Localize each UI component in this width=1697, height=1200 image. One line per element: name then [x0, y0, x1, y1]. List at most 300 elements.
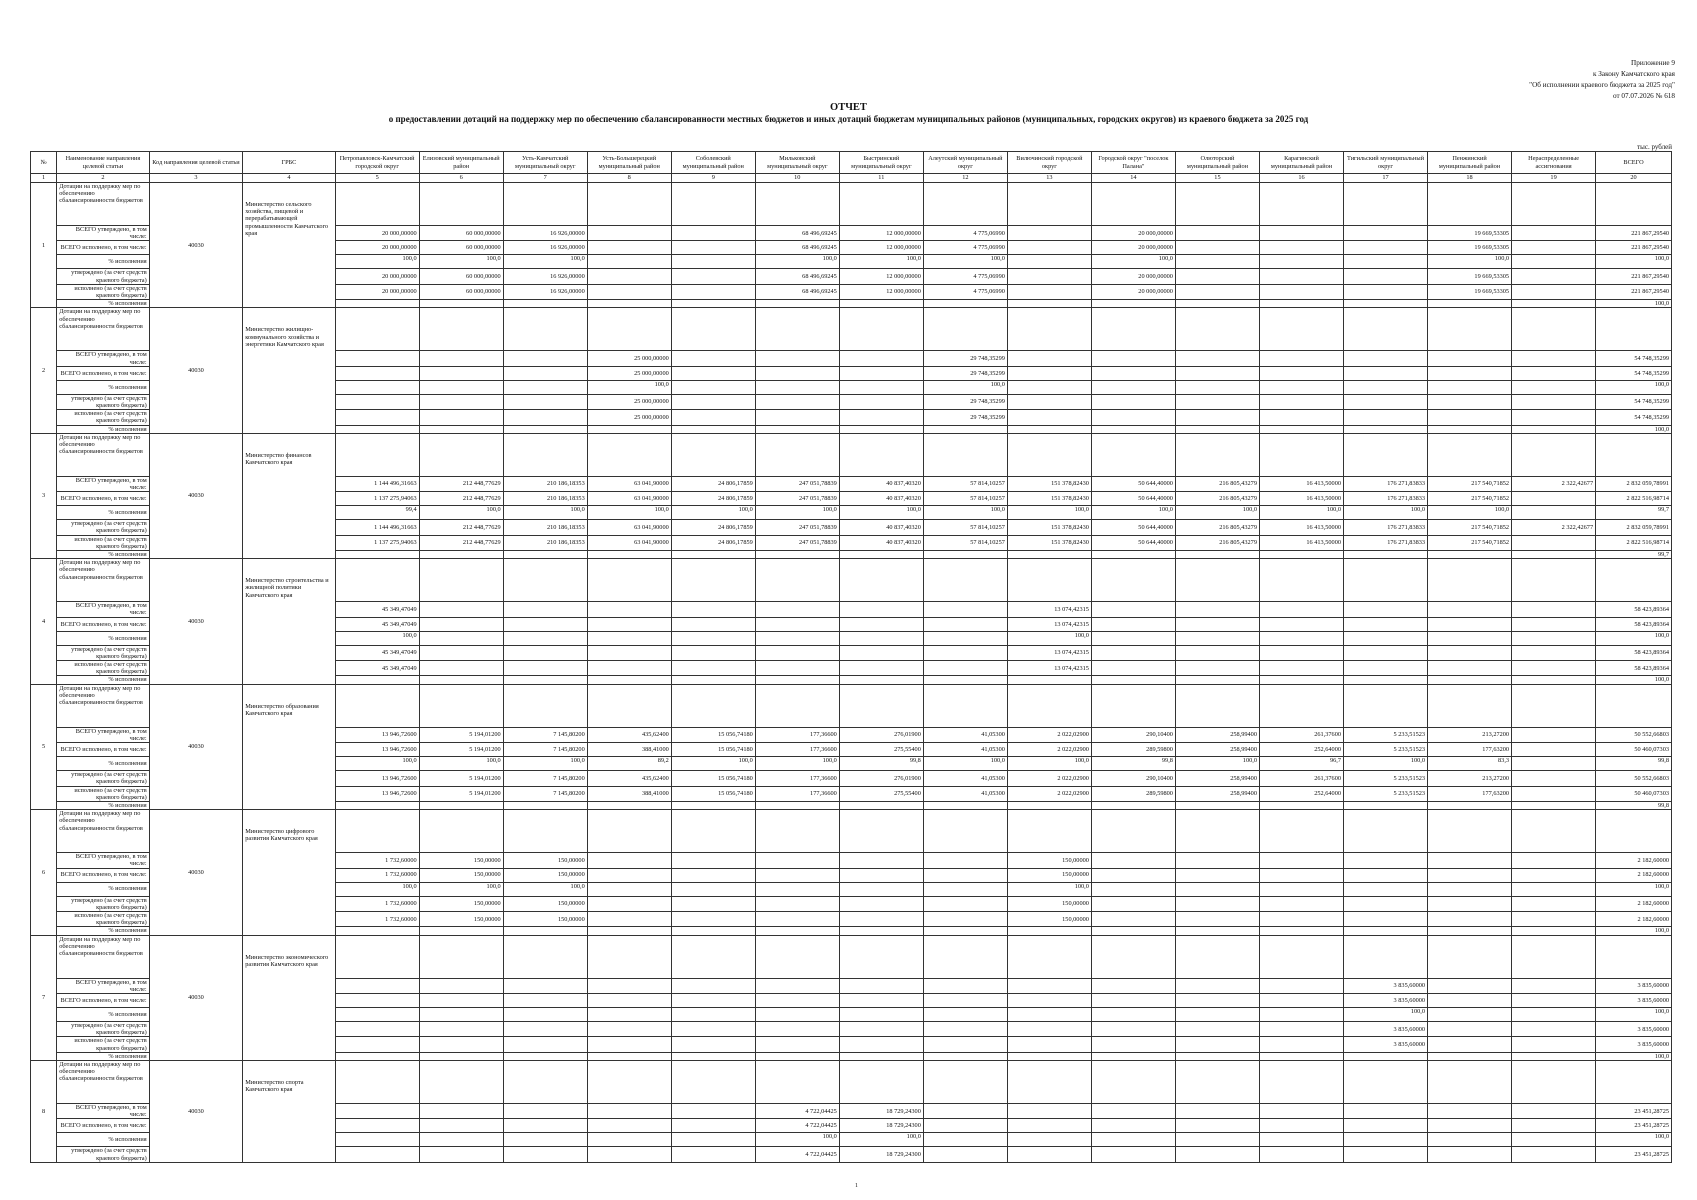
- value-cell: [923, 300, 1007, 308]
- value-cell: [1175, 676, 1259, 684]
- value-cell: [1091, 661, 1175, 676]
- value-cell: [1091, 853, 1175, 868]
- value-cell: [1512, 1133, 1596, 1147]
- value-cell: [755, 1021, 839, 1036]
- value-cell: 252,64000: [1259, 786, 1343, 801]
- value-cell: [1175, 645, 1259, 660]
- value-cell: 2 182,60000: [1596, 896, 1672, 911]
- empty-cell: [1596, 684, 1672, 727]
- value-cell: [839, 868, 923, 882]
- empty-cell: [839, 433, 923, 476]
- value-cell: 2 022,02900: [1007, 727, 1091, 742]
- value-cell: [1091, 255, 1175, 269]
- value-cell: [419, 380, 503, 394]
- empty-cell: [503, 559, 587, 602]
- value-cell: [1175, 868, 1259, 882]
- value-cell: [1428, 394, 1512, 409]
- empty-cell: [1344, 1060, 1428, 1103]
- value-cell: [839, 978, 923, 993]
- empty-cell: [587, 684, 671, 727]
- value-cell: [335, 927, 419, 935]
- value-cell: [1259, 366, 1343, 380]
- percent-value: 100,0: [402, 255, 417, 263]
- value-cell: [923, 1133, 1007, 1147]
- value-cell: [1344, 631, 1428, 645]
- column-header: Петропавловск-Камчатский городской округ: [335, 152, 419, 174]
- percent-value: 100,0: [570, 757, 585, 765]
- value-cell: [755, 645, 839, 660]
- value-cell: [335, 506, 419, 520]
- value-cell: [1512, 269, 1596, 284]
- value-cell: [671, 351, 755, 366]
- value-cell: 150,00000: [503, 911, 587, 926]
- value-cell: 276,01900: [839, 727, 923, 742]
- value-cell: [755, 617, 839, 631]
- percent-value: 100,0: [822, 255, 837, 263]
- target-code: 40030: [149, 935, 243, 1060]
- column-header: №: [31, 152, 57, 174]
- value-cell: 216 805,43279: [1175, 520, 1259, 535]
- empty-cell: [923, 433, 1007, 476]
- empty-cell: [755, 935, 839, 978]
- value-cell: 4 722,04425: [755, 1119, 839, 1133]
- value-cell: [755, 853, 839, 868]
- empty-cell: [923, 308, 1007, 351]
- value-cell: 57 814,10257: [923, 476, 1007, 491]
- value-cell: 16 413,50000: [1259, 476, 1343, 491]
- value-cell: [1175, 1021, 1259, 1036]
- column-number: 1: [31, 174, 57, 183]
- value-cell: [335, 300, 419, 308]
- value-cell: 20 000,00000: [335, 241, 419, 255]
- empty-cell: [1175, 433, 1259, 476]
- value-cell: 3 835,60000: [1344, 978, 1428, 993]
- empty-cell: [503, 684, 587, 727]
- row-label: ВСЕГО исполнено, в том числе:: [57, 366, 149, 380]
- column-header: Соболевский муниципальный район: [671, 152, 755, 174]
- target-code: 40030: [149, 433, 243, 558]
- value-cell: [419, 757, 503, 771]
- value-cell: [335, 1103, 419, 1118]
- value-cell: 2 322,42677: [1512, 520, 1596, 535]
- value-cell: [1259, 1133, 1343, 1147]
- percent-value: 100,0: [1494, 255, 1510, 263]
- row-label: % исполнения: [57, 1133, 149, 1147]
- value-cell: [503, 1103, 587, 1118]
- value-cell: [1344, 551, 1428, 559]
- empty-cell: [755, 308, 839, 351]
- empty-cell: [419, 559, 503, 602]
- value-cell: 3 835,60000: [1596, 993, 1672, 1007]
- row-label: исполнено (за счет средств краевого бюджета): [57, 786, 149, 801]
- value-cell: [1512, 853, 1596, 868]
- value-cell: [1344, 882, 1428, 896]
- value-cell: [419, 351, 503, 366]
- column-header: Код направления целевой статьи: [149, 152, 243, 174]
- row-label: ВСЕГО утверждено, в том числе:: [57, 727, 149, 742]
- value-cell: 217 540,71852: [1428, 520, 1512, 535]
- value-cell: [671, 1133, 755, 1147]
- value-cell: [839, 380, 923, 394]
- row-label: утверждено (за счет средств краевого бюджета): [57, 1147, 149, 1162]
- value-cell: 247 051,78839: [755, 520, 839, 535]
- value-cell: 16 926,00000: [503, 241, 587, 255]
- value-cell: [503, 351, 587, 366]
- value-cell: [1175, 993, 1259, 1007]
- value-cell: [1428, 911, 1512, 926]
- value-cell: [419, 1147, 503, 1162]
- value-cell: 50 644,40000: [1091, 535, 1175, 550]
- value-cell: [1344, 506, 1428, 520]
- value-cell: [1175, 551, 1259, 559]
- value-cell: 60 000,00000: [419, 241, 503, 255]
- section-name: Дотации на поддержку мер по обеспечению сбалансированности бюджетов: [57, 935, 149, 978]
- section-heading-row: [31, 684, 1672, 727]
- value-cell: [839, 602, 923, 617]
- value-cell: [1259, 394, 1343, 409]
- value-cell: 68 496,69245: [755, 226, 839, 241]
- empty-cell: [1007, 810, 1091, 853]
- percent-value: 100,0: [570, 506, 585, 514]
- section-number: 5: [31, 684, 57, 809]
- value-cell: [923, 911, 1007, 926]
- value-cell: [503, 661, 587, 676]
- empty-cell: [1091, 308, 1175, 351]
- value-cell: [419, 645, 503, 660]
- value-cell: [1091, 551, 1175, 559]
- row-label: исполнено (за счет средств краевого бюджета): [57, 284, 149, 299]
- value-cell: [839, 676, 923, 684]
- value-cell: [1428, 1133, 1512, 1147]
- value-cell: [671, 645, 755, 660]
- empty-cell: [1428, 810, 1512, 853]
- grbs-name: Министерство спорта Камчатского края: [243, 1060, 335, 1162]
- value-cell: [1428, 617, 1512, 631]
- value-cell: 40 837,40320: [839, 476, 923, 491]
- value-cell: 176 271,83833: [1344, 476, 1428, 491]
- percent-value: 89,2: [657, 757, 669, 765]
- value-cell: 45 349,47049: [335, 661, 419, 676]
- percent-value: 99,8: [909, 757, 921, 765]
- value-cell: [1428, 602, 1512, 617]
- empty-cell: [419, 433, 503, 476]
- value-cell: [923, 1007, 1007, 1021]
- value-cell: [1259, 1103, 1343, 1118]
- value-cell: [1007, 1052, 1091, 1060]
- column-number: 20: [1596, 174, 1672, 183]
- value-cell: [923, 927, 1007, 935]
- value-cell: [923, 1021, 1007, 1036]
- value-cell: 41,05300: [923, 743, 1007, 757]
- value-cell: [335, 1119, 419, 1133]
- value-cell: [419, 1133, 503, 1147]
- empty-cell: [1091, 935, 1175, 978]
- value-cell: [419, 1103, 503, 1118]
- empty-cell: [1259, 1060, 1343, 1103]
- grbs-name: Министерство финансов Камчатского края: [243, 433, 335, 558]
- value-cell: [839, 300, 923, 308]
- value-cell: [1007, 410, 1091, 425]
- value-cell: [671, 1052, 755, 1060]
- empty-cell: [1512, 183, 1596, 226]
- value-cell: [419, 425, 503, 433]
- column-number: 4: [243, 174, 335, 183]
- value-cell: 13 946,72600: [335, 771, 419, 786]
- value-cell: 212 448,77629: [419, 492, 503, 506]
- value-cell: [839, 1052, 923, 1060]
- value-cell: [1091, 366, 1175, 380]
- empty-cell: [1175, 308, 1259, 351]
- value-cell: [839, 993, 923, 1007]
- value-cell: [587, 1119, 671, 1133]
- row-label: % исполнения: [57, 255, 149, 269]
- value-cell: [587, 1007, 671, 1021]
- row-label: % исполнения: [57, 300, 149, 308]
- value-cell: 15 056,74180: [671, 771, 755, 786]
- percent-value: 96,7: [1329, 757, 1341, 765]
- value-cell: [755, 410, 839, 425]
- section-heading-row: [31, 183, 1672, 226]
- value-cell: [1428, 255, 1512, 269]
- value-cell: 19 669,53305: [1428, 284, 1512, 299]
- row-label: ВСЕГО исполнено, в том числе:: [57, 617, 149, 631]
- value-cell: [923, 506, 1007, 520]
- value-cell: [755, 380, 839, 394]
- value-cell: [335, 351, 419, 366]
- row-label: ВСЕГО исполнено, в том числе:: [57, 868, 149, 882]
- value-cell: 258,99400: [1175, 786, 1259, 801]
- row-label: исполнено (за счет средств краевого бюджета): [57, 661, 149, 676]
- value-cell: [1007, 993, 1091, 1007]
- column-number: 10: [755, 174, 839, 183]
- value-cell: [839, 551, 923, 559]
- value-cell: 15 056,74180: [671, 786, 755, 801]
- value-cell: [1512, 241, 1596, 255]
- percent-value: 99,8: [1161, 757, 1173, 765]
- value-cell: 216 805,43279: [1175, 535, 1259, 550]
- value-cell: [1512, 727, 1596, 742]
- value-cell: [1175, 269, 1259, 284]
- value-cell: [923, 255, 1007, 269]
- value-cell: [1512, 868, 1596, 882]
- value-cell: [1428, 1007, 1512, 1021]
- value-cell: 58 423,89364: [1596, 602, 1672, 617]
- value-cell: [335, 380, 419, 394]
- section-name: Дотации на поддержку мер по обеспечению сбалансированности бюджетов: [57, 183, 149, 226]
- value-cell: 275,55400: [839, 743, 923, 757]
- percent-value: 100,0: [990, 506, 1005, 514]
- value-cell: [1428, 631, 1512, 645]
- value-cell: [1007, 1021, 1091, 1036]
- value-cell: [671, 551, 755, 559]
- value-cell: [587, 896, 671, 911]
- value-cell: 289,59800: [1091, 743, 1175, 757]
- row-label: ВСЕГО утверждено, в том числе:: [57, 226, 149, 241]
- value-cell: [419, 993, 503, 1007]
- value-cell: 50 460,07303: [1596, 743, 1672, 757]
- percent-value: 100,0: [990, 380, 1005, 388]
- value-cell: 68 496,69245: [755, 241, 839, 255]
- value-cell: [671, 241, 755, 255]
- value-cell: [923, 676, 1007, 684]
- value-cell: 13 074,42315: [1007, 602, 1091, 617]
- empty-cell: [503, 1060, 587, 1103]
- value-cell: [1007, 1119, 1091, 1133]
- value-cell: [419, 1037, 503, 1052]
- value-cell: [503, 1021, 587, 1036]
- value-cell: [755, 882, 839, 896]
- value-cell: [1428, 1052, 1512, 1060]
- percent-value: 100,0: [570, 882, 585, 890]
- value-cell: [419, 882, 503, 896]
- value-cell: [839, 394, 923, 409]
- value-cell: [1512, 551, 1596, 559]
- value-cell: 60 000,00000: [419, 269, 503, 284]
- value-cell: 176 271,83833: [1344, 520, 1428, 535]
- row-label: исполнено (за счет средств краевого бюджета): [57, 1037, 149, 1052]
- value-cell: [755, 868, 839, 882]
- grbs-name: Министерство образования Камчатского края: [243, 684, 335, 809]
- value-cell: [1007, 801, 1091, 809]
- column-number: 3: [149, 174, 243, 183]
- row-label: ВСЕГО утверждено, в том числе:: [57, 1103, 149, 1118]
- value-cell: [1344, 284, 1428, 299]
- column-header: ВСЕГО: [1596, 152, 1672, 174]
- empty-cell: [755, 684, 839, 727]
- value-cell: [1175, 300, 1259, 308]
- empty-cell: [1428, 308, 1512, 351]
- value-cell: [671, 993, 755, 1007]
- empty-cell: [755, 433, 839, 476]
- value-cell: [1091, 380, 1175, 394]
- percent-value: 100,0: [906, 506, 921, 514]
- column-number: 9: [671, 174, 755, 183]
- value-cell: [1428, 676, 1512, 684]
- value-cell: 20 000,00000: [1091, 241, 1175, 255]
- empty-cell: [503, 810, 587, 853]
- empty-cell: [1175, 1060, 1259, 1103]
- value-cell: [1007, 1103, 1091, 1118]
- value-cell: [1428, 978, 1512, 993]
- value-cell: [1175, 410, 1259, 425]
- row-label: % исполнения: [57, 676, 149, 684]
- empty-cell: [1007, 684, 1091, 727]
- value-cell: 4 775,06990: [923, 269, 1007, 284]
- percent-value: 100,0: [486, 882, 501, 890]
- value-cell: [923, 1052, 1007, 1060]
- percent-value: 100,0: [1074, 631, 1089, 639]
- value-cell: 12 000,00000: [839, 241, 923, 255]
- value-cell: 258,99400: [1175, 743, 1259, 757]
- value-cell: [671, 380, 755, 394]
- value-cell: 3 835,60000: [1596, 1021, 1672, 1036]
- empty-cell: [1596, 559, 1672, 602]
- value-cell: [1512, 882, 1596, 896]
- percent-value: 100,0: [486, 506, 501, 514]
- value-cell: [587, 868, 671, 882]
- value-cell: 13 074,42315: [1007, 617, 1091, 631]
- value-cell: 150,00000: [1007, 853, 1091, 868]
- empty-cell: [587, 308, 671, 351]
- empty-cell: [503, 308, 587, 351]
- empty-cell: [671, 559, 755, 602]
- column-header: Тигильский муниципальный округ: [1344, 152, 1428, 174]
- grbs-name: Министерство жилищно-коммунального хозяйства и энергетики Камчатского края: [243, 308, 335, 433]
- value-cell: [1091, 757, 1175, 771]
- value-cell: [1512, 351, 1596, 366]
- value-cell: 213,27200: [1428, 771, 1512, 786]
- column-number-row: [31, 174, 1672, 183]
- empty-cell: [1512, 433, 1596, 476]
- value-cell: 2 182,60000: [1596, 868, 1672, 882]
- section-number: 4: [31, 559, 57, 684]
- value-cell: [1091, 617, 1175, 631]
- value-cell: 100,0: [1596, 1052, 1672, 1060]
- empty-cell: [1259, 433, 1343, 476]
- value-cell: 210 186,18353: [503, 520, 587, 535]
- value-cell: [1428, 551, 1512, 559]
- column-header: Мильковский муниципальный округ: [755, 152, 839, 174]
- value-cell: [1344, 757, 1428, 771]
- row-label: ВСЕГО исполнено, в том числе:: [57, 1119, 149, 1133]
- row-label: ВСЕГО исполнено, в том числе:: [57, 743, 149, 757]
- value-cell: [419, 551, 503, 559]
- row-label: % исполнения: [57, 927, 149, 935]
- value-cell: 261,37600: [1259, 727, 1343, 742]
- row-label: исполнено (за счет средств краевого бюджета): [57, 535, 149, 550]
- value-cell: [923, 1147, 1007, 1162]
- value-cell: [419, 602, 503, 617]
- value-cell: 68 496,69245: [755, 284, 839, 299]
- value-cell: [335, 1133, 419, 1147]
- value-cell: 217 540,71852: [1428, 535, 1512, 550]
- empty-cell: [839, 183, 923, 226]
- value-cell: [1175, 602, 1259, 617]
- value-cell: 50 552,66803: [1596, 771, 1672, 786]
- value-cell: [587, 1052, 671, 1060]
- target-code: 40030: [149, 308, 243, 433]
- header-row: [31, 152, 1672, 174]
- value-cell: [1175, 631, 1259, 645]
- value-cell: 41,05300: [923, 727, 1007, 742]
- value-cell: [923, 617, 1007, 631]
- value-cell: [1512, 255, 1596, 269]
- percent-value: 100,0: [822, 757, 837, 765]
- value-cell: [503, 410, 587, 425]
- value-cell: 176 271,83833: [1344, 535, 1428, 550]
- value-cell: [1428, 506, 1512, 520]
- value-cell: 23 451,28725: [1596, 1147, 1672, 1162]
- section-heading-row: [31, 810, 1672, 853]
- value-cell: [1091, 978, 1175, 993]
- value-cell: [923, 882, 1007, 896]
- value-cell: [1259, 645, 1343, 660]
- percent-value: 100,0: [486, 255, 501, 263]
- empty-cell: [1007, 1060, 1091, 1103]
- row-label: % исполнения: [57, 1007, 149, 1021]
- value-cell: [587, 1133, 671, 1147]
- value-cell: [671, 661, 755, 676]
- value-cell: 151 378,82430: [1007, 535, 1091, 550]
- column-header: Быстринский муниципальный округ: [839, 152, 923, 174]
- value-cell: 5 194,01200: [419, 727, 503, 742]
- value-cell: 16 926,00000: [503, 284, 587, 299]
- value-cell: [1344, 226, 1428, 241]
- value-cell: 1 732,60000: [335, 896, 419, 911]
- column-header: Алеутский муниципальный округ: [923, 152, 1007, 174]
- value-cell: 54 748,35299: [1596, 351, 1672, 366]
- value-cell: [671, 394, 755, 409]
